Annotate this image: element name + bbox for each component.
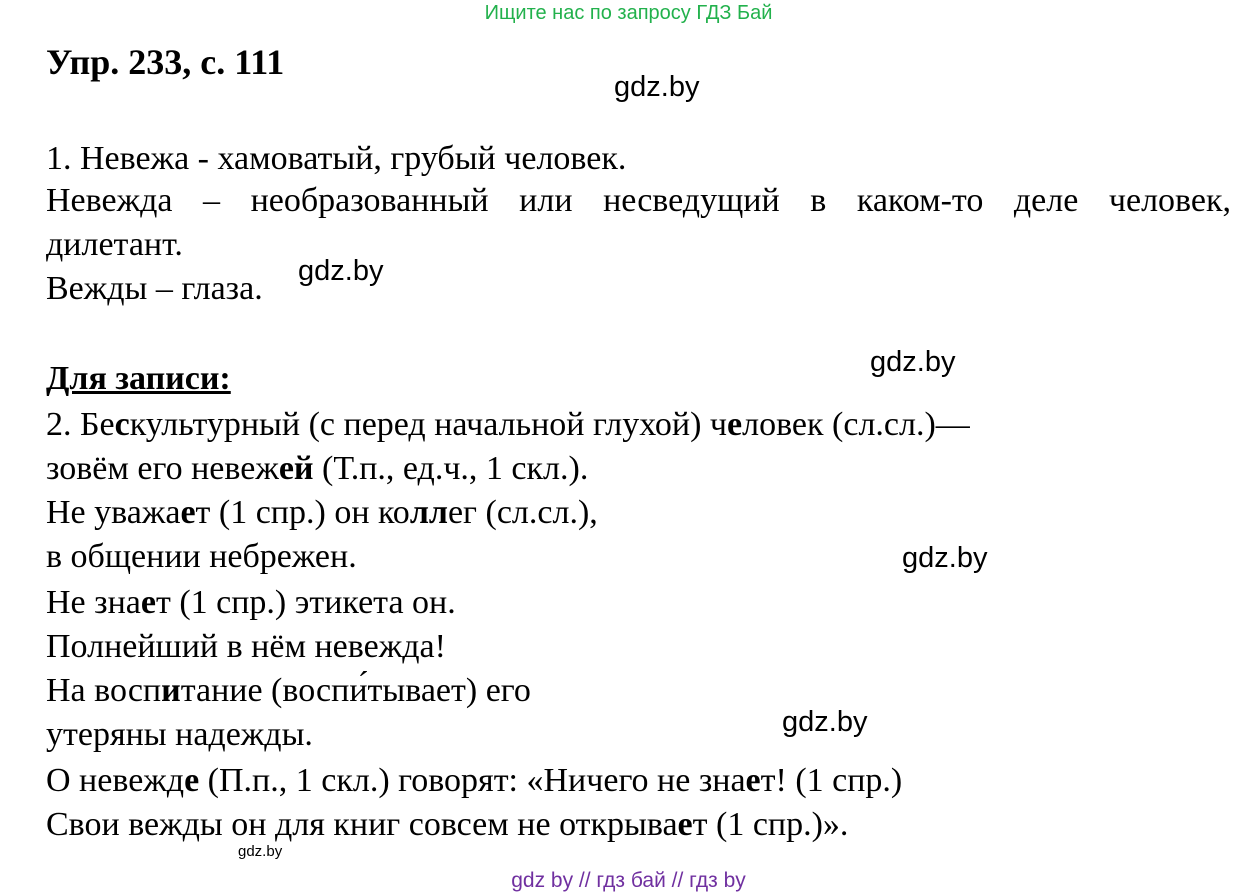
definition-line-1: 1. Невежа - хамоватый, грубый человек. [46, 140, 627, 177]
exercise-title: Упр. 233, с. 111 [46, 42, 285, 82]
poem-line-1: 2. Бескультурный (с перед начальной глухой) человек (сл.сл.)— [46, 406, 970, 443]
poem-line-4: в общении небрежен. [46, 538, 357, 575]
poem-line-6: Полнейший в нём невежда! [46, 628, 446, 665]
watermark: gdz.by [298, 255, 384, 287]
top-banner: Ищите нас по запросу ГДЗ Бай [484, 2, 773, 24]
definition-line-4: Вежды – глаза. [46, 270, 263, 307]
definition-line-3: дилетант. [46, 226, 183, 263]
definition-line-2: Невежда – необразованный или несведущий в каком-то деле человек, [46, 182, 1231, 219]
poem-line-8: утеряны надежды. [46, 716, 313, 753]
poem-line-2: зовём его невежей (Т.п., ед.ч., 1 скл.). [46, 450, 589, 487]
watermark-small: gdz.by [238, 843, 283, 860]
watermark: gdz.by [870, 346, 956, 378]
poem-line-3: Не уважает (1 спр.) он коллег (сл.сл.), [46, 494, 598, 531]
poem-line-5: Не знает (1 спр.) этикета он. [46, 584, 456, 621]
footer-links: gdz by // гдз бай // гдз by [511, 869, 746, 892]
poem-line-7: На воспитание (воспи́тывает) его [46, 672, 531, 709]
watermark: gdz.by [782, 706, 868, 738]
watermark: gdz.by [614, 71, 700, 103]
section-heading: Для записи: [46, 360, 231, 397]
watermark: gdz.by [902, 542, 988, 574]
poem-line-9: О невежде (П.п., 1 скл.) говорят: «Ничего не знает! (1 спр.) [46, 762, 903, 799]
poem-line-10: Свои вежды он для книг совсем не открывает (1 спр.)». [46, 806, 849, 843]
